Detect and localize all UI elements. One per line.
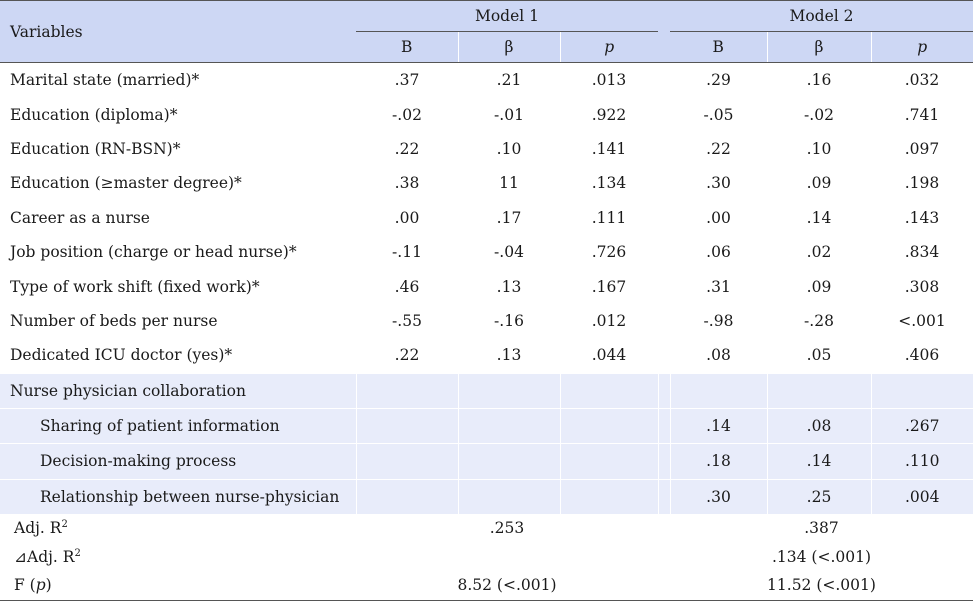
- delta-adj-r2-row: [0, 543, 973, 572]
- row-label: Education (diploma)*: [10, 105, 178, 124]
- row-label: Job position (charge or head nurse)*: [10, 243, 297, 262]
- gap-cell: [658, 97, 670, 131]
- f-model2: 11.52 (<.001): [670, 571, 973, 600]
- cell: [560, 444, 658, 479]
- gap-cell: [658, 269, 670, 303]
- cell: .10: [496, 139, 522, 158]
- header-m1-b: B: [356, 32, 458, 63]
- row-label: Dedicated ICU doctor (yes)*: [10, 346, 233, 365]
- cell: .00: [394, 208, 420, 227]
- row-label: Education (≥master degree)*: [10, 174, 242, 193]
- cell: [458, 444, 560, 479]
- cell: .30: [670, 479, 767, 514]
- cell: .097: [904, 139, 940, 158]
- gap-cell: [658, 479, 670, 514]
- cell: .267: [871, 408, 973, 443]
- row-label: Sharing of patient information: [0, 408, 356, 443]
- cell: [871, 373, 973, 408]
- cell: <.001: [898, 311, 946, 330]
- cell: .032: [904, 71, 940, 90]
- adj-r2-row: [0, 514, 973, 543]
- gap-cell: [658, 514, 670, 543]
- table-row: [0, 235, 973, 269]
- cell: .141: [591, 139, 627, 158]
- cell: [560, 408, 658, 443]
- header-model1: Model 1: [356, 1, 658, 32]
- cell: [356, 408, 458, 443]
- cell: .22: [706, 139, 731, 158]
- cell: .05: [806, 346, 832, 365]
- cell: .22: [394, 346, 420, 365]
- gap-cell: [658, 132, 670, 166]
- cell: .31: [706, 277, 731, 296]
- collab-row: [0, 408, 973, 443]
- cell: .308: [904, 277, 940, 296]
- table-row: [0, 269, 973, 303]
- cell: .13: [496, 277, 522, 296]
- cell: .922: [591, 105, 627, 124]
- gap-cell: [658, 444, 670, 479]
- cell: .10: [806, 139, 832, 158]
- cell: .08: [706, 346, 731, 365]
- header-m2-beta: β: [767, 32, 871, 63]
- cell: .004: [871, 479, 973, 514]
- cell: [458, 408, 560, 443]
- f-row: [0, 571, 973, 600]
- delta-adj-r2-label: ⊿Adj. $R^2$: [14, 547, 81, 566]
- cell: [670, 373, 767, 408]
- header-m2-p: p: [871, 32, 973, 63]
- gap-cell: [658, 201, 670, 235]
- header-gap: [658, 1, 670, 32]
- gap-cell: [658, 63, 670, 98]
- cell: [767, 373, 871, 408]
- collab-row: [0, 444, 973, 479]
- header-model2: Model 2: [670, 1, 973, 32]
- table-row: [0, 132, 973, 166]
- cell: [356, 373, 458, 408]
- cell: .18: [670, 444, 767, 479]
- delta-adj-r2-model1: [356, 543, 658, 572]
- cell: .741: [904, 105, 940, 124]
- f-label: F (p): [0, 571, 356, 600]
- cell: .02: [806, 243, 832, 262]
- header-m1-beta: β: [458, 32, 560, 63]
- cell: -.28: [804, 311, 834, 330]
- cell: .38: [394, 174, 420, 193]
- table-row: [0, 201, 973, 235]
- cell: -.98: [703, 311, 734, 330]
- cell: .834: [904, 243, 940, 262]
- cell: -.11: [392, 243, 422, 262]
- table-row: [0, 63, 973, 98]
- cell: -.04: [494, 243, 524, 262]
- header-gap-sub: [658, 32, 670, 63]
- header-m2-b: B: [670, 32, 767, 63]
- cell: .08: [767, 408, 871, 443]
- cell: .143: [904, 208, 940, 227]
- cell: .30: [706, 174, 731, 193]
- adj-r2-model1: .253: [489, 519, 525, 538]
- adj-r2-label: Adj. $R^2$: [14, 519, 68, 538]
- cell: [356, 479, 458, 514]
- delta-adj-r2-model2: .134 (<.001): [771, 547, 872, 566]
- gap-cell: [658, 373, 670, 408]
- cell: .09: [806, 277, 832, 296]
- gap-cell: [658, 408, 670, 443]
- cell: .013: [591, 71, 627, 90]
- row-label: Relationship between nurse-physician: [0, 479, 356, 514]
- cell: -.02: [392, 105, 422, 124]
- cell: -.01: [494, 105, 524, 124]
- collab-title: Nurse physician collaboration: [0, 373, 356, 408]
- header-m1-p: p: [560, 32, 658, 63]
- gap-cell: [658, 166, 670, 200]
- row-label: Number of beds per nurse: [10, 311, 218, 330]
- collab-row: [0, 479, 973, 514]
- cell: [458, 373, 560, 408]
- cell: [356, 444, 458, 479]
- gap-cell: [658, 543, 670, 572]
- cell: .00: [706, 208, 731, 227]
- cell: .198: [904, 174, 940, 193]
- gap-cell: [658, 338, 670, 373]
- row-label: Marital state (married)*: [10, 71, 200, 90]
- cell: .134: [591, 174, 627, 193]
- table-row: [0, 338, 973, 373]
- row-label: Education (RN-BSN)*: [10, 139, 181, 158]
- cell: .17: [496, 208, 522, 227]
- cell: -.16: [494, 311, 524, 330]
- cell: -.02: [804, 105, 834, 124]
- cell: .21: [496, 71, 522, 90]
- table-row: [0, 304, 973, 338]
- cell: .14: [670, 408, 767, 443]
- cell: 11: [499, 174, 519, 193]
- cell: .37: [394, 71, 420, 90]
- cell: .111: [591, 208, 627, 227]
- header-variables: Variables: [0, 1, 356, 63]
- cell: .22: [394, 139, 420, 158]
- cell: .13: [496, 346, 522, 365]
- gap-cell: [658, 304, 670, 338]
- cell: [560, 479, 658, 514]
- cell: .16: [806, 71, 832, 90]
- row-label: Type of work shift (fixed work)*: [10, 277, 260, 296]
- cell: [560, 373, 658, 408]
- table-row: [0, 166, 973, 200]
- cell: .14: [767, 444, 871, 479]
- adj-r2-model2: .387: [804, 519, 839, 538]
- cell: .09: [806, 174, 832, 193]
- cell: .726: [591, 243, 627, 262]
- cell: .06: [706, 243, 731, 262]
- cell: .012: [591, 311, 627, 330]
- row-label: Decision-making process: [0, 444, 356, 479]
- cell: .406: [904, 346, 940, 365]
- cell: -.55: [392, 311, 422, 330]
- f-model1: 8.52 (<.001): [356, 571, 658, 600]
- cell: .044: [591, 346, 627, 365]
- row-label: Career as a nurse: [10, 208, 150, 227]
- cell: .25: [767, 479, 871, 514]
- cell: [458, 479, 560, 514]
- cell: .29: [706, 71, 731, 90]
- collab-header-row: [0, 373, 973, 408]
- cell: .46: [394, 277, 420, 296]
- gap-cell: [658, 571, 670, 600]
- cell: .14: [806, 208, 832, 227]
- gap-cell: [658, 235, 670, 269]
- table-row: [0, 97, 973, 131]
- cell: .167: [591, 277, 627, 296]
- cell: -.05: [703, 105, 734, 124]
- cell: .110: [871, 444, 973, 479]
